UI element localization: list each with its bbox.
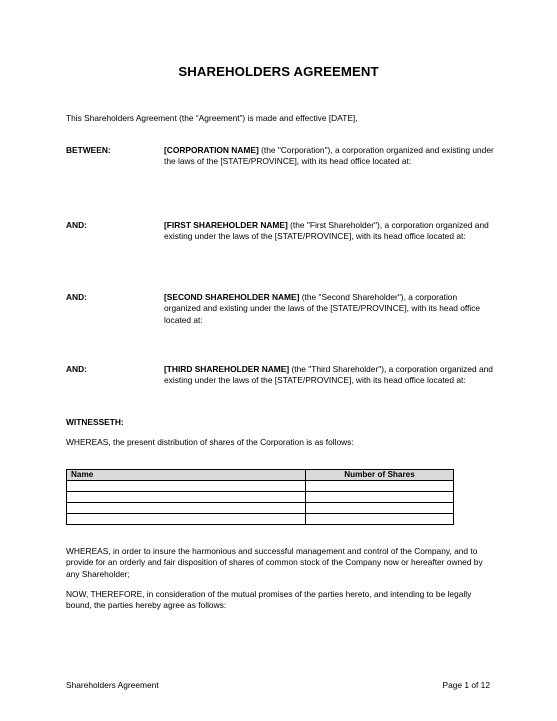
party-description [164,145,496,168]
table-cell-name [67,503,306,514]
party-description [164,364,496,387]
party-text: (the "Second Shareholder"), a corporation organized and existing under the laws of the [STATE/PROVINCE], with its head office located at: [164,292,481,325]
footer-page-number: Page 1 of 12 [442,680,490,690]
table-cell-name [67,481,306,492]
table-row [67,503,454,514]
table-row [67,492,454,503]
table-row [67,481,454,492]
party-name: [FIRST SHAREHOLDER NAME] [164,220,288,230]
table-cell-shares [306,503,454,514]
party-description [164,292,496,326]
table-cell-shares [306,514,454,525]
witnesseth-heading: WITNESSETH: [66,417,124,427]
party-name: [THIRD SHAREHOLDER NAME] [164,364,290,374]
party-description [164,220,496,243]
party-tag: AND: [66,364,87,374]
party-tag: BETWEEN: [66,145,111,155]
table-cell-name [67,492,306,503]
table-cell-name [67,514,306,525]
whereas-distribution-paragraph: WHEREAS, the present distribution of shares of the Corporation is as follows: [66,437,354,447]
table-cell-shares [306,481,454,492]
shares-column-header: Number of Shares [306,470,454,481]
whereas-management-paragraph: WHEREAS, in order to insure the harmonious and successful management and control of the Company, and to provide for an orderly and fair disposition of shares of common stock of the Company now or hereafter owned by any Shareholder; [66,546,483,579]
party-tag: AND: [66,292,87,302]
document-title: SHAREHOLDERS AGREEMENT [178,64,379,79]
name-column-header: Name [67,470,306,481]
party-text: (the "Corporation"), a corporation organized and existing under the laws of the [STATE/PROVINCE], with its head office located at: [164,145,494,167]
now-therefore-paragraph: NOW, THEREFORE, in consideration of the mutual promises of the parties hereto, and intending to be legally bound, the parties hereby agree as follows: [66,589,472,611]
intro-paragraph: This Shareholders Agreement (the “Agreement”) is made and effective [DATE], [66,113,358,123]
party-name: [CORPORATION NAME] [164,145,259,155]
table-row [67,514,454,525]
shares-table [66,469,454,525]
table-cell-shares [306,492,454,503]
footer-document-name: Shareholders Agreement [66,680,159,690]
party-text: (the "First Shareholder"), a corporation organized and existing under the laws of the [STATE/PROVINCE], with its head office located at: [164,220,489,242]
party-text: (the "Third Shareholder"), a corporation organized and existing under the laws of the [STATE/PROVINCE], with its head office located at: [164,364,493,386]
party-name: [SECOND SHAREHOLDER NAME] [164,292,300,302]
party-tag: AND: [66,220,87,230]
table-header-row [67,470,454,481]
